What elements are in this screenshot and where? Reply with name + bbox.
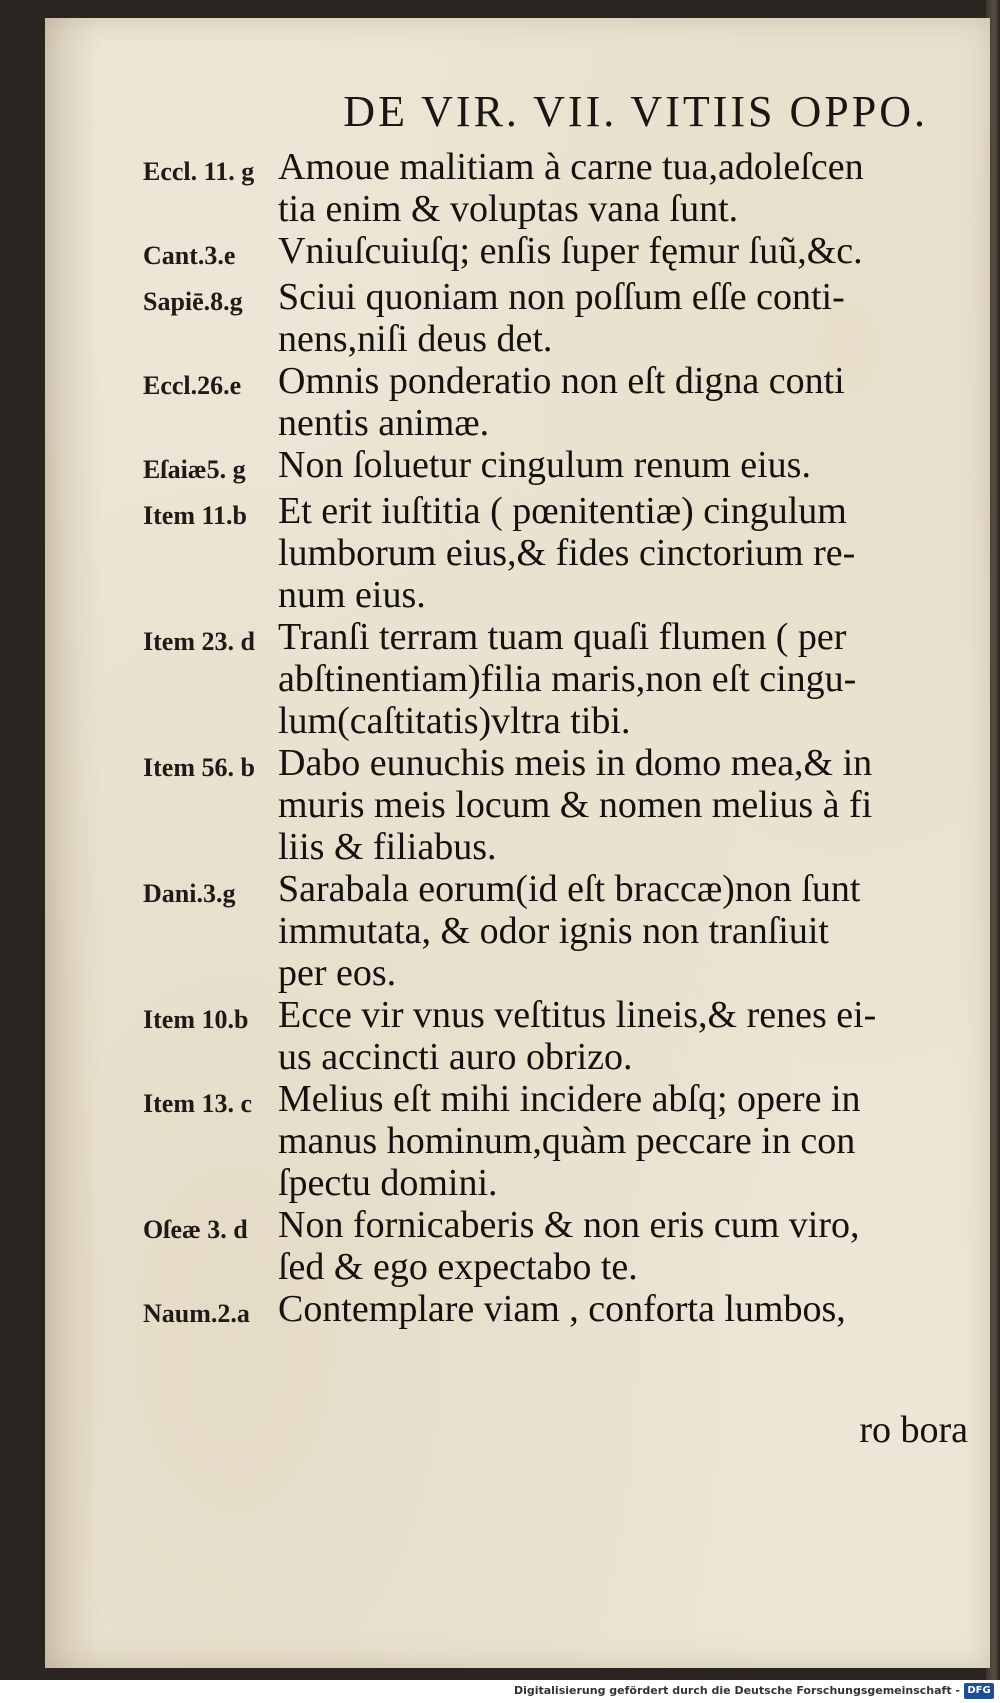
text-line: Omnis ponderatio non eſt digna conti (278, 360, 845, 402)
entry-text (278, 616, 990, 742)
dfg-logo: DFG (964, 1683, 994, 1699)
text-line: tia enim & voluptas vana ſunt. (278, 188, 739, 230)
scripture-entry (45, 742, 990, 868)
text-line: Amoue malitiam à carne tua,adoleſcen (278, 146, 864, 188)
entry-text (278, 230, 990, 272)
entry-text (278, 146, 990, 230)
book-page (45, 18, 990, 1668)
scripture-entry (45, 616, 990, 742)
scripture-entry (45, 444, 990, 490)
marginal-reference: Naum.2.a (143, 1299, 250, 1328)
text-line: manus hominum,quàm peccare in con (278, 1120, 856, 1162)
text-line: Ecce vir vnus veſtitus lineis,& renes ei- (278, 994, 877, 1036)
marginal-reference: Item 11.b (143, 501, 247, 530)
text-line: lum(caſtitatis)vltra tibi. (278, 700, 631, 742)
text-line: ſpectu domini. (278, 1162, 498, 1204)
text-line: Contemplare viam , conforta lumbos, (278, 1288, 846, 1330)
marginal-reference: Oſeæ 3. d (143, 1215, 248, 1244)
text-line: num eius. (278, 574, 426, 616)
text-line: nens,niſi deus det. (278, 318, 553, 360)
entry-text (278, 994, 990, 1078)
text-line: immutata, & odor ignis non tranſiuit (278, 910, 829, 952)
scripture-entry (45, 490, 990, 616)
entry-text (278, 1204, 990, 1288)
text-line: nentis animæ. (278, 402, 490, 444)
text-line: Et erit iuſtitia ( pœnitentiæ) cingulum (278, 490, 847, 532)
marginal-reference: Item 13. c (143, 1089, 253, 1118)
running-head: DE VIR. VII. VITIIS OPPO. (343, 87, 928, 136)
scripture-entry (45, 230, 990, 276)
text-line: Sarabala eorum(id eſt braccæ)non ſunt (278, 868, 861, 910)
marginal-reference: Eccl. 11. g (143, 157, 255, 186)
catchword: ro bora (859, 1409, 968, 1451)
text-line: us accincti auro obrizo. (278, 1036, 633, 1078)
text-line: Tranſi terram tuam quaſi flumen ( per (278, 616, 847, 658)
entry-text (278, 742, 990, 868)
marginal-reference: Cant.3.e (143, 241, 236, 270)
text-line: Dabo eunuchis meis in domo mea,& in (278, 742, 873, 784)
funding-credit: Digitalisierung gefördert durch die Deutsche Forschungsgemeinschaft - (513, 1684, 960, 1697)
entry-list (45, 146, 990, 1334)
scripture-entry (45, 276, 990, 360)
text-line: abſtinentiam)filia maris,non eſt cingu- (278, 658, 857, 700)
entry-text (278, 868, 990, 994)
text-line: liis & filiabus. (278, 826, 497, 868)
text-line: Vniuſcuiuſq; enſis ſuper fęmur ſuũ,&c. (278, 230, 863, 272)
text-line: lumborum eius,& fides cinctorium re- (278, 532, 856, 574)
text-line: Sciui quoniam non poſſum eſſe conti- (278, 276, 845, 318)
entry-text (278, 1288, 990, 1330)
marginal-reference: Item 56. b (143, 753, 255, 782)
entry-text (278, 444, 990, 486)
scripture-entry (45, 868, 990, 994)
text-line: per eos. (278, 952, 397, 994)
entry-text (278, 490, 990, 616)
text-line: ſed & ego expectabo te. (278, 1246, 638, 1288)
scripture-entry (45, 1204, 990, 1288)
marginal-reference: Eſaiæ5. g (143, 455, 246, 484)
marginal-reference: Item 23. d (143, 627, 255, 656)
marginal-reference: Item 10.b (143, 1005, 249, 1034)
scripture-entry (45, 360, 990, 444)
scripture-entry (45, 1078, 990, 1204)
text-line: Melius eſt mihi incidere abſq; opere in (278, 1078, 861, 1120)
scripture-entry (45, 146, 990, 230)
marginal-reference: Eccl.26.e (143, 371, 242, 400)
entry-text (278, 276, 990, 360)
text-line: Non ſoluetur cingulum renum eius. (278, 444, 811, 486)
entry-text (278, 360, 990, 444)
text-line: Non fornicaberis & non eris cum viro, (278, 1204, 860, 1246)
text-line: muris meis locum & nomen melius à fi (278, 784, 873, 826)
marginal-reference: Dani.3.g (143, 879, 236, 908)
marginal-reference: Sapiē.8.g (143, 287, 243, 316)
scripture-entry (45, 994, 990, 1078)
scripture-entry (45, 1288, 990, 1334)
entry-text (278, 1078, 990, 1204)
footer-bar (0, 1680, 1000, 1703)
